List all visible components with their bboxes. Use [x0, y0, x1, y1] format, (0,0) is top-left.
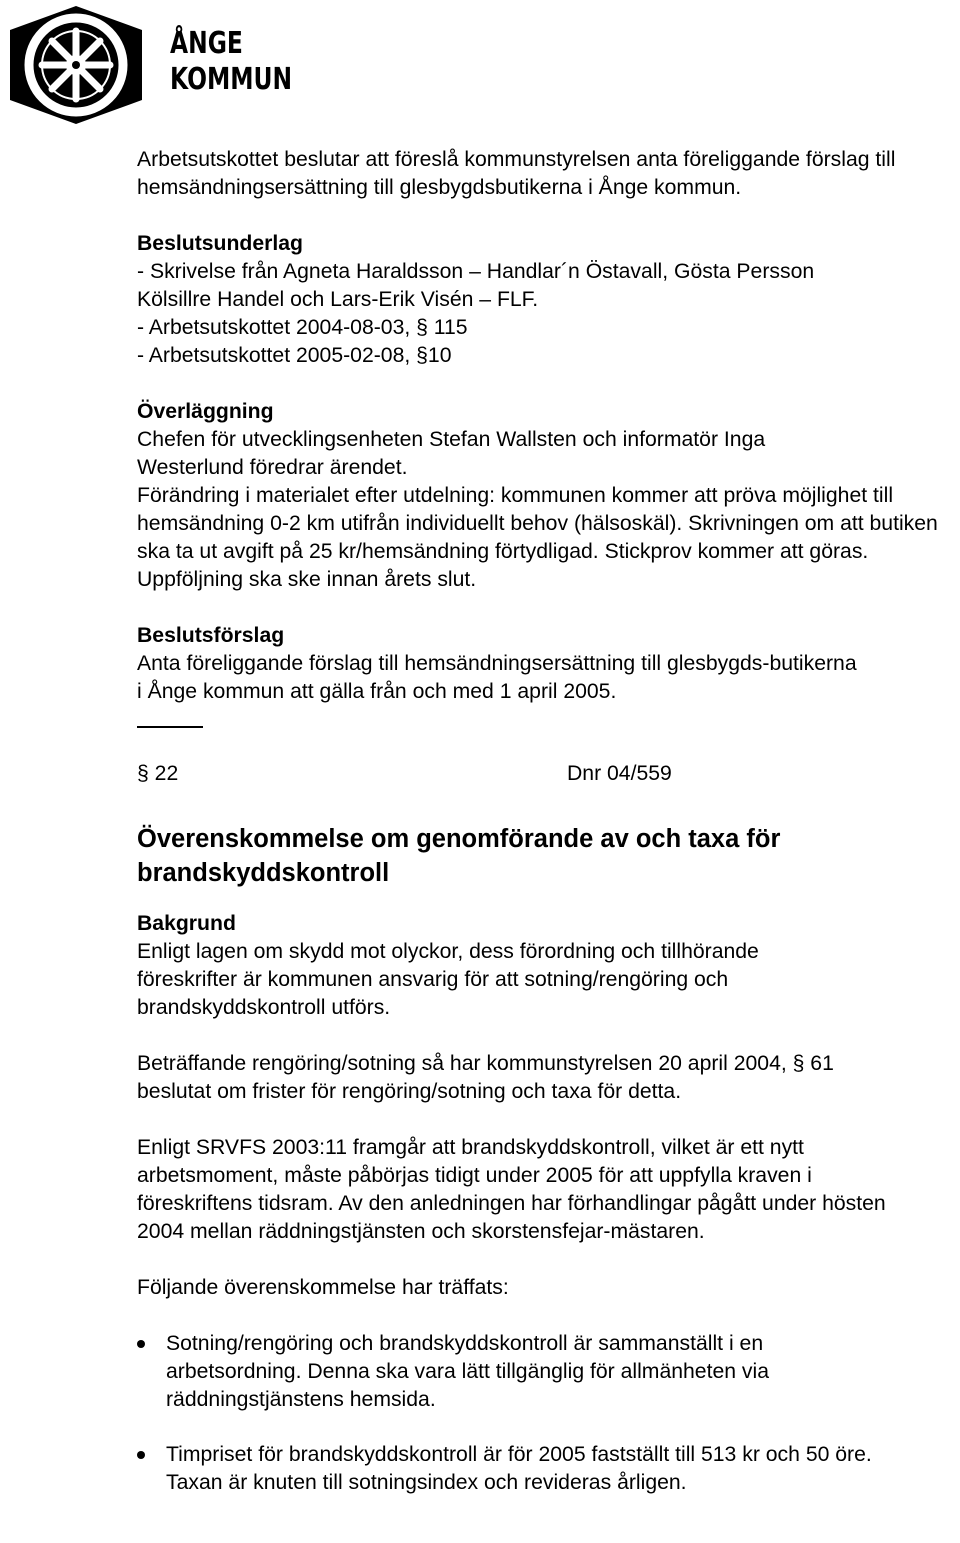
kommun-logo — [6, 4, 293, 126]
list-item-text: Timpriset för brandskyddskontroll är för 2005 fastställt till 513 kr och 50 öre. Taxan är knuten till sotningsindex och revideras årligen. — [166, 1443, 872, 1494]
overlaggning-paragraph-2: Förändring i materialet efter utdelning: kommunen kommer att pröva möjlighet till hemsändning 0-2 km utifrån individuellt behov (hälsoskäl). Skrivningen om att butiken ska ta ut avgift på 25 kr/hemsändning förtydligad. Stickprov kommer att göras. Uppföljning ska ske innan årets slut. — [137, 484, 938, 591]
underlag-line-3: - Arbetsutskottet 2004-08-03, § 115 — [137, 316, 468, 339]
document-body — [137, 146, 957, 1524]
bakgrund-paragraph-1: Enligt lagen om skydd mot olyckor, dess förordning och tillhörande föreskrifter är kommunen ansvarig för att sotning/rengöring och brandskyddskontroll utförs. — [137, 940, 759, 1019]
overlaggning-paragraph-1: Chefen för utvecklingsenheten Stefan Wallsten och informatör Inga Westerlund föredrar ärendet. — [137, 428, 766, 479]
list-item-text: Sotning/rengöring och brandskyddskontroll är sammanställt i en arbetsordning. Denna ska vara lätt tillgänglig för allmänheten via räddningstjänstens hemsida. — [166, 1332, 770, 1411]
section-header — [137, 760, 957, 788]
underlag-line-4: - Arbetsutskottet 2005-02-08, §10 — [137, 344, 452, 367]
underlag-line-2: Kölsillre Handel och Lars-Erik Visén – FLF. — [137, 288, 539, 311]
bakgrund-paragraph-4: Följande överenskommelse har träffats: — [137, 1276, 509, 1299]
kommun-name — [170, 26, 292, 98]
logo-line-1: ÅNGE — [170, 26, 243, 61]
diary-number: Dnr 04/559 — [567, 762, 672, 785]
bakgrund-heading: Bakgrund — [137, 912, 236, 935]
beslutsunderlag-heading: Beslutsunderlag — [137, 232, 304, 255]
beslutsforslag-heading: Beslutsförslag — [137, 624, 285, 647]
section-title: Överenskommelse om genomförande av och taxa för brandskyddskontroll — [137, 825, 781, 887]
wheel-seal-icon — [6, 4, 146, 126]
intro-paragraph: Arbetsutskottet beslutar att föreslå kommunstyrelsen anta föreliggande förslag till hemsändningsersättning till glesbygdsbutikerna i Ånge kommun. — [137, 148, 896, 199]
overlaggning-heading: Överläggning — [137, 400, 274, 423]
underlag-line-1: - Skrivelse från Agneta Haraldsson – Handlar´n Östavall, Gösta Persson — [137, 260, 815, 283]
agreement-list — [137, 1330, 957, 1497]
bakgrund-paragraph-2: Beträffande rengöring/sotning så har kommunstyrelsen 20 april 2004, § 61 beslutat om frister för rengöring/sotning och taxa för detta. — [137, 1052, 834, 1103]
section-number: § 22 — [137, 762, 179, 785]
bakgrund-paragraph-3: Enligt SRVFS 2003:11 framgår att brandskyddskontroll, vilket är ett nytt arbetsmoment, måste påbörjas tidigt under 2005 för att uppfylla kraven i föreskriftens tidsram. Av den anledningen har förhandlingar pågått under hösten 2004 mellan räddningstjänsten och skorstensfejar-mästaren. — [137, 1136, 886, 1243]
bullet-icon — [137, 1340, 145, 1348]
section-divider — [137, 726, 203, 728]
beslutsforslag-text: Anta föreliggande förslag till hemsändningsersättning till glesbygds-butikerna i Ånge kommun att gälla från och med 1 april 2005. — [137, 652, 857, 703]
bullet-icon — [137, 1451, 145, 1459]
logo-line-2: KOMMUN — [170, 62, 293, 97]
list-item — [137, 1441, 901, 1497]
list-item — [137, 1330, 866, 1414]
